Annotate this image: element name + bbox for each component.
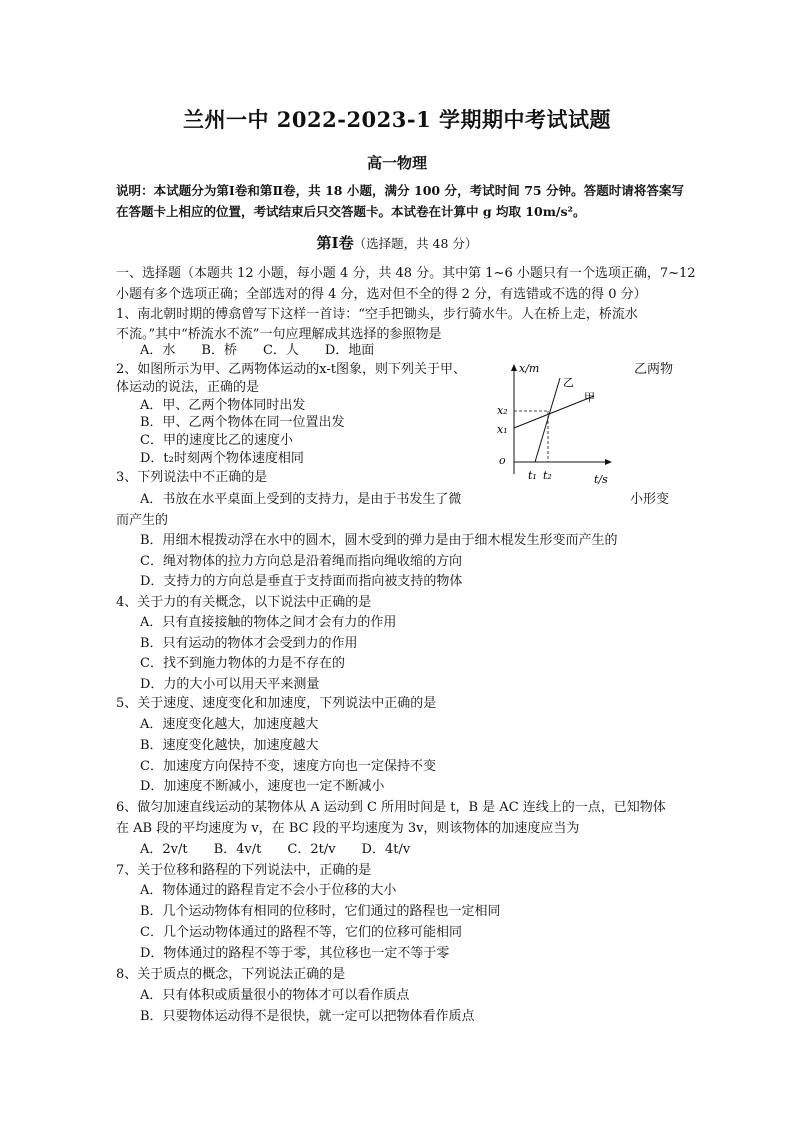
xt-graph xyxy=(486,356,616,490)
y-axis-arrow xyxy=(511,364,517,371)
q5-option-a: A．速度变化越大，加速度越大 xyxy=(140,717,319,732)
q2-option-b: B．甲、乙两个物体在同一位置出发 xyxy=(140,415,345,430)
q5-stem: 5、关于速度、速度变化和加速度，下列说法中正确的是 xyxy=(116,696,437,711)
q2-stem-1: 2、如图所示为甲、乙两物体运动的x-t图象，则下列关于甲、 xyxy=(116,362,466,377)
q8-option-b: B．只要物体运动得不是很快，就一定可以把物体看作质点 xyxy=(140,1009,475,1024)
line-yi xyxy=(535,378,560,462)
q8-option-a: A．只有体积或质量很小的物体才可以看作质点 xyxy=(140,988,410,1003)
q2-option-c: C．甲的速度比乙的速度小 xyxy=(140,433,293,448)
q4-option-c: C．找不到施力物体的力是不存在的 xyxy=(140,656,345,671)
section-title: 第Ⅰ卷 xyxy=(316,234,354,252)
q6-stem-1: 6、做匀加速直线运动的某物体从 A 运动到 C 所用时间是 t，B 是 AC 连线上的一点，已知物体 xyxy=(116,800,666,815)
y-axis-label: x/m xyxy=(519,362,540,375)
q3-option-c: C．绳对物体的拉力方向总是沿着绳而指向绳收缩的方向 xyxy=(140,554,462,569)
section-subtitle: （选择题，共 48 分） xyxy=(353,236,478,251)
origin-label: o xyxy=(499,454,506,467)
q3-option-a: A．书放在水平桌面上受到的支持力，是由于书发生了微 xyxy=(140,492,462,507)
q5-option-d: D．加速度不断减小，速度也一定不断减小 xyxy=(140,779,385,794)
x-axis-label: t/s xyxy=(594,473,608,486)
q4-option-b: B．只有运动的物体才会受到力的作用 xyxy=(140,636,358,651)
q3-option-d: D．支持力的方向总是垂直于支持面而指向被支持的物体 xyxy=(140,574,463,589)
q3-option-a-cont: 而产生的 xyxy=(116,513,169,528)
q7-option-b: B．几个运动物体有相同的位移时，它们通过的路程也一定相同 xyxy=(140,904,501,919)
q6-options: A．2v/t B．4v/t C．2t/v D．4t/v xyxy=(140,842,411,857)
exam-subject: 高一物理 xyxy=(366,154,427,172)
line-jia xyxy=(514,396,594,428)
q4-stem: 4、关于力的有关概念，以下说法中正确的是 xyxy=(116,595,372,610)
q1-stem-1: 1、南北朝时期的傅翕曾写下这样一首诗：“空手把锄头，步行骑水牛。人在桥上走，桥流水 xyxy=(116,307,638,322)
q2-option-a: A．甲、乙两个物体同时出发 xyxy=(140,398,306,413)
q6-stem-2: 在 AB 段的平均速度为 v，在 BC 段的平均速度为 3v，则该物体的加速度应当为 xyxy=(116,821,580,836)
q2-stem-2: 体运动的说法，正确的是 xyxy=(116,380,260,395)
q4-option-d: D．力的大小可以用天平来测量 xyxy=(140,677,320,692)
q2-stem-1-right: 乙两物 xyxy=(634,362,674,377)
exam-instructions-note: 说明：本试题分为第Ⅰ卷和第Ⅱ卷，共 18 小题，满分 100 分，考试时间 75 分钟。答题时请将答案写在答题卡上相应的位置，考试结束后只交答题卡。本试卷在计算中 g 均取 10m/s²。 xyxy=(116,183,684,219)
q5-option-b: B．速度变化越快，加速度越大 xyxy=(140,738,319,753)
q7-stem: 7、关于位移和路程的下列说法中，正确的是 xyxy=(116,863,372,878)
line-jia-label: 甲 xyxy=(584,391,595,404)
exam-title: 兰州一中 2022-2023-1 学期期中考试试题 xyxy=(182,107,612,132)
t2-label: t₂ xyxy=(543,469,552,482)
q3-option-a-right: 小形变 xyxy=(630,492,670,507)
q4-option-a: A．只有直接接触的物体之间才会有力的作用 xyxy=(140,615,397,630)
choice-instructions-line-2: 小题有多个选项正确；全部选对的得 4 分，选对但不全的得 2 分，有选错或不选的得 0 分） xyxy=(116,287,647,302)
q3-option-b: B．用细木棍拨动浮在水中的圆木，圆木受到的弹力是由于细木棍发生形变而产生的 xyxy=(140,533,618,548)
x-axis-arrow xyxy=(605,459,612,465)
q2-option-d: D．t₂时刻两个物体速度相同 xyxy=(140,451,304,466)
t1-label: t₁ xyxy=(528,469,537,482)
q1-options: A．水 B．桥 C．人 D．地面 xyxy=(140,343,375,358)
q3-stem: 3、下列说法中不正确的是 xyxy=(116,470,268,485)
choice-instructions-line-1: 一、选择题（本题共 12 小题，每小题 4 分，共 48 分。其中第 1~6 小题只有一个选项正确，7~12 xyxy=(116,266,696,281)
x1-label: x₁ xyxy=(497,423,508,436)
q1-stem-2: 不流。”其中“桥流水不流”一句应理解成其选择的参照物是 xyxy=(116,327,442,342)
q7-option-c: C．几个运动物体通过的路程不等，它们的位移可能相同 xyxy=(140,925,462,940)
x2-label: x₂ xyxy=(497,404,508,417)
q8-stem: 8、关于质点的概念，下列说法正确的是 xyxy=(116,967,346,982)
q7-option-a: A．物体通过的路程肯定不会小于位移的大小 xyxy=(140,883,397,898)
q7-option-d: D．物体通过的路程不等于零，其位移也一定不等于零 xyxy=(140,946,450,961)
q5-option-c: C．加速度方向保持不变，速度方向也一定保持不变 xyxy=(140,759,436,774)
section-heading xyxy=(0,232,794,253)
line-yi-label: 乙 xyxy=(563,376,574,389)
